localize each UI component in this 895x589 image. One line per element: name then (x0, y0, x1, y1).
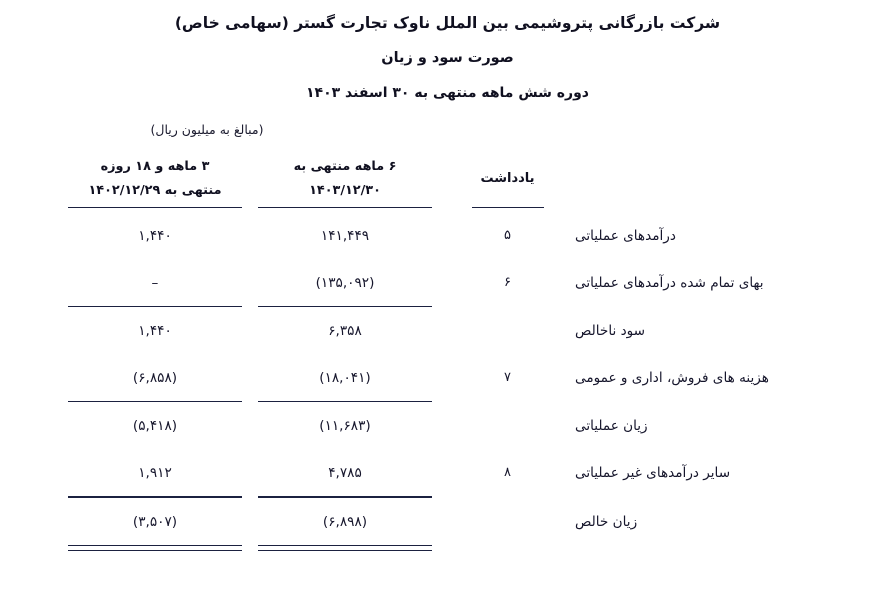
row-value-current-period: ۱۴۱,۴۴۹ (320, 227, 370, 244)
table-row (0, 212, 895, 259)
rule-pad-cell (0, 545, 60, 551)
total-double-rule-row (0, 545, 895, 551)
row-value-prior-period: – (151, 274, 159, 291)
header-rule-note (472, 207, 544, 208)
header-underline-row (0, 202, 895, 212)
header-current-period-line2: ۱۴۰۳/۱۲/۳۰ (309, 182, 381, 198)
row-value-prior-period: ۱,۴۴۰ (138, 227, 172, 244)
header-prior-period-column (60, 155, 250, 202)
row-pad-cell (0, 498, 60, 545)
table-row (0, 259, 895, 306)
row-pad-cell (0, 307, 60, 354)
row-value-current-period: (۶,۸۹۸) (322, 513, 368, 530)
row-note-reference: ۷ (504, 370, 511, 386)
rule-current-period (258, 545, 432, 551)
row-note-reference: ۵ (504, 228, 511, 244)
rule-label-cell (575, 545, 895, 551)
row-value-current-period: ۶,۳۵۸ (328, 322, 362, 339)
header-current-period-column (250, 155, 440, 202)
header-underline-pad-cell (0, 202, 60, 212)
units-note: (مبالغ به میلیون ریال) (150, 122, 264, 137)
header-rule-prior (68, 207, 242, 208)
header-row (0, 155, 895, 202)
company-title: شرکت بازرگانی پتروشیمی بین الملل ناوک تجارت گستر (سهامی خاص) (174, 14, 721, 32)
row-value-current-period: (۱۱,۶۸۳) (319, 417, 371, 434)
row-value-prior-period: ۱,۴۴۰ (138, 322, 172, 339)
header-rule-current (258, 207, 432, 208)
table-header (0, 155, 895, 212)
header-current-period-line1: ۶ ماهه منتهی به (293, 159, 397, 174)
income-statement-table (0, 155, 895, 551)
row-label: زیان خالص (575, 513, 638, 530)
header-prior-period-line2: منتهی به ۱۴۰۲/۱۲/۲۹ (88, 182, 222, 198)
row-label: سود ناخالص (575, 322, 646, 339)
row-value-prior-period: ۱,۹۱۲ (138, 464, 172, 481)
row-label: زیان عملیاتی (575, 417, 648, 434)
header-note-column: یادداشت (480, 171, 535, 187)
header-label-cell (575, 155, 895, 202)
row-note-reference (440, 402, 575, 449)
row-value-current-period: (۱۳۵,۰۹۲) (315, 274, 375, 291)
row-value-prior-period: (۵,۴۱۸) (132, 417, 178, 434)
row-pad-cell (0, 402, 60, 449)
row-pad-cell (0, 212, 60, 259)
header-prior-period-line1: ۳ ماهه و ۱۸ روزه (100, 159, 210, 174)
row-note-reference (440, 498, 575, 545)
table-row (0, 307, 895, 354)
row-value-prior-period: (۶,۸۵۸) (132, 369, 178, 386)
row-value-current-period: ۴,۷۸۵ (328, 464, 362, 481)
statement-title: صورت سود و زیان (381, 50, 514, 67)
row-note-reference: ۶ (504, 275, 511, 291)
table-row (0, 354, 895, 401)
rule-note-cell (440, 545, 575, 551)
row-note-reference (440, 307, 575, 354)
row-label: بهای تمام شده درآمدهای عملیاتی (575, 274, 764, 291)
row-pad-cell (0, 354, 60, 401)
row-label: هزینه های فروش، اداری و عمومی (575, 369, 769, 386)
table-body (0, 212, 895, 551)
header-underline-current-cell (250, 202, 440, 212)
header-pad-cell (0, 155, 60, 202)
row-value-current-period: (۱۸,۰۴۱) (319, 369, 371, 386)
row-label: سایر درآمدهای غیر عملیاتی (575, 464, 731, 481)
table-row (0, 402, 895, 449)
row-note-reference: ۸ (504, 465, 511, 481)
table-row (0, 449, 895, 496)
table-row (0, 498, 895, 545)
rule-prior-period-cell (60, 545, 250, 551)
row-pad-cell (0, 449, 60, 496)
row-pad-cell (0, 259, 60, 306)
header-underline-label-cell (575, 202, 895, 212)
rule-current-period-cell (250, 545, 440, 551)
row-label: درآمدهای عملیاتی (575, 227, 676, 244)
header-underline-note-cell (440, 202, 575, 212)
document-header (0, 12, 895, 104)
rule-prior-period (68, 545, 242, 551)
header-underline-prior-cell (60, 202, 250, 212)
row-value-prior-period: (۳,۵۰۷) (132, 513, 178, 530)
period-title: دوره شش ماهه منتهی به ۳۰ اسفند ۱۴۰۳ (306, 85, 589, 101)
